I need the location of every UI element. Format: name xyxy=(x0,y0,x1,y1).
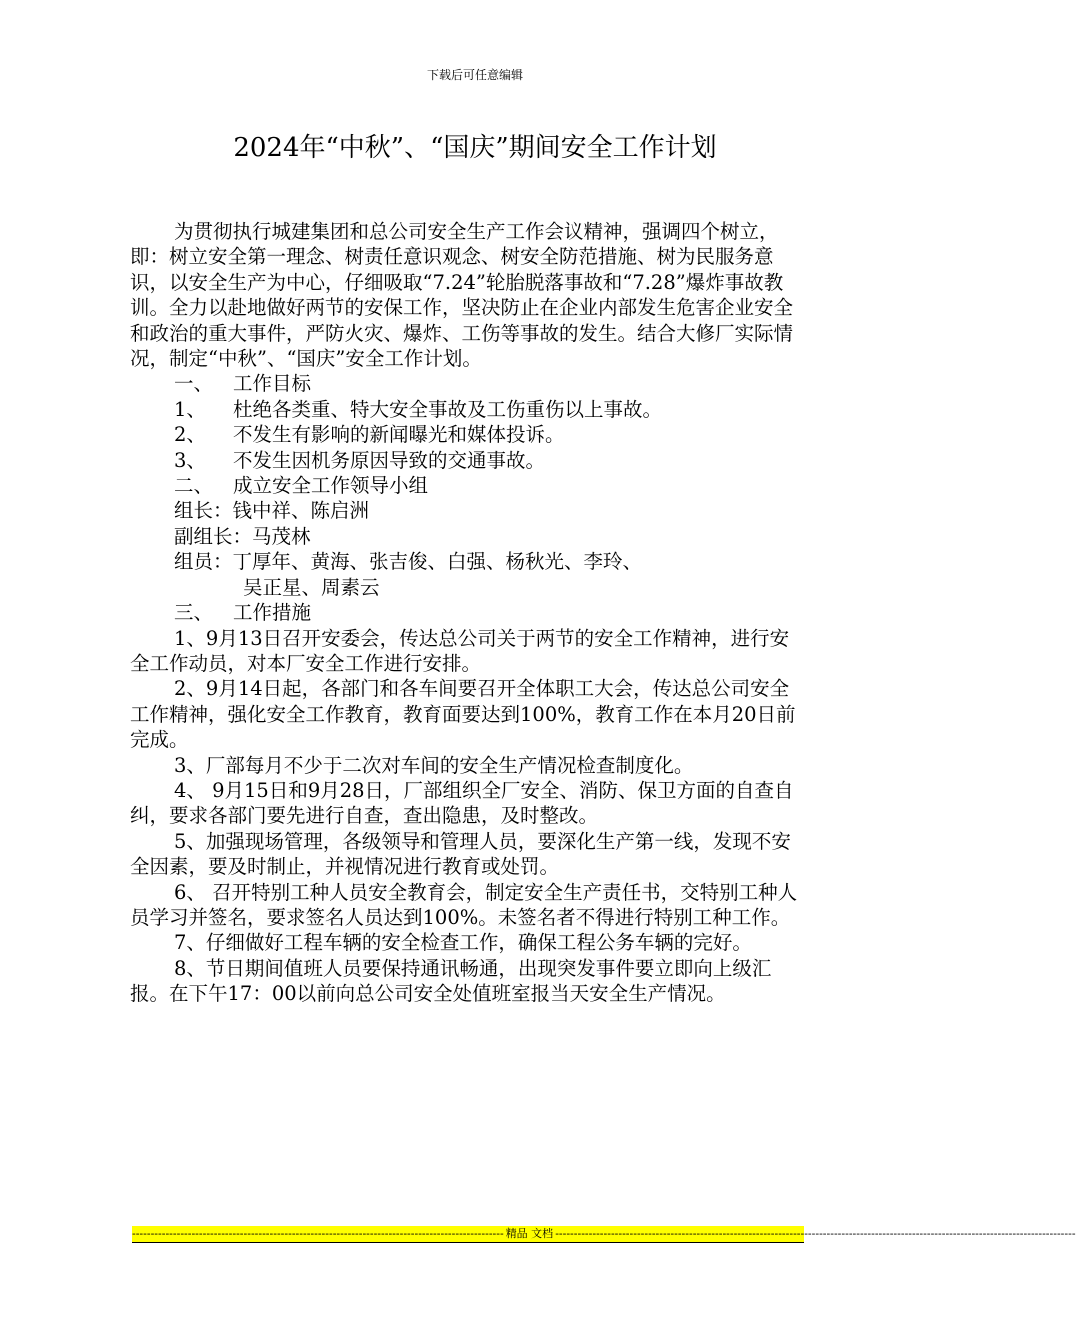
goal-text: 不发生因机务原因导致的交通事故。 xyxy=(233,448,546,472)
section-title: 工作目标 xyxy=(233,372,312,396)
footer-banner xyxy=(132,1226,1076,1243)
section-number: 三、 xyxy=(174,601,214,625)
section-heading-measures xyxy=(130,600,808,625)
footer-dashes-right: -------------------------------------------------------------------------------------------------------------------------------------------- xyxy=(555,1227,1076,1240)
section-heading-goals xyxy=(130,371,808,396)
section-heading-team xyxy=(130,473,808,498)
goal-number: 2、 xyxy=(174,423,206,447)
footer-dashes-left: ---------------------------------------------------------------------------------------------------- xyxy=(132,1227,504,1240)
section-title: 工作措施 xyxy=(233,601,312,625)
team-leader: 组长：钱中祥、陈启洲 xyxy=(174,499,370,523)
document-body xyxy=(130,219,808,1007)
measure-item: 8、节日期间值班人员要保持通讯畅通，出现突发事件要立即向上级汇报。在下午17：00以前向总公司安全处值班室报当天安全生产情况。 xyxy=(130,956,772,1006)
goal-item xyxy=(130,422,808,447)
goal-text: 杜绝各类重、特大安全事故及工伤重伤以上事故。 xyxy=(233,397,663,421)
intro-paragraph: 为贯彻执行城建集团和总公司安全生产工作会议精神，强调四个树立，即：树立安全第一理念、树责任意识观念、树安全防范措施、树为民服务意识，以安全生产为中心，仔细吸取“7.24”轮胎脱落事故和“7.28”爆炸事故教训。全力以赴地做好两节的安保工作，坚决防止在企业内部发生危害企业安全和政治的重大事件，严防火灾、爆炸、工伤等事故的发生。结合大修厂实际情况，制定“中秋”、“国庆”安全工作计划。 xyxy=(130,220,794,371)
footer-label: 精品 文档 xyxy=(505,1227,554,1240)
measure-item: 4、 9月15日和9月28日，厂部组织全厂安全、消防、保卫方面的自查自纠，要求各部门要先进行自查，查出隐患，及时整改。 xyxy=(130,778,794,828)
team-members-continued: 吴正星、周素云 xyxy=(243,575,380,599)
measure-item: 7、仔细做好工程车辆的安全检查工作，确保工程公务车辆的完好。 xyxy=(174,931,752,955)
goal-item xyxy=(130,448,808,473)
measure-item: 5、加强现场管理，各级领导和管理人员，要深化生产第一线，发现不安全因素，要及时制止，并视情况进行教育或处罚。 xyxy=(130,829,791,879)
measure-item: 1、9月13日召开安委会，传达总公司关于两节的安全工作精神，进行安全工作动员，对本厂安全工作进行安排。 xyxy=(130,626,790,675)
measure-item: 6、 召开特别工种人员安全教育会，制定安全生产责任书，交特别工种人员学习并签名，要求签名人员达到100%。未签名者不得进行特别工种工作。 xyxy=(130,880,798,929)
measure-item: 3、厂部每月不少于二次对车间的安全生产情况检查制度化。 xyxy=(174,753,694,777)
measure-item: 2、9月14日起，各部门和各车间要召开全体职工大会，传达总公司安全工作精神，强化安全工作教育，教育面要达到100%，教育工作在本月20日前完成。 xyxy=(130,677,796,752)
page-title: 2024年“中秋”、“国庆”期间安全工作计划 xyxy=(233,133,717,163)
section-number: 一、 xyxy=(174,372,214,396)
section-number: 二、 xyxy=(174,474,214,498)
goal-text: 不发生有影响的新闻曝光和媒体投诉。 xyxy=(233,423,565,447)
header-note: 下载后可任意编辑 xyxy=(426,68,523,82)
goal-number: 3、 xyxy=(174,448,206,472)
goal-number: 1、 xyxy=(174,397,206,421)
team-deputy: 副组长：马茂林 xyxy=(174,524,311,548)
section-title: 成立安全工作领导小组 xyxy=(233,474,429,498)
goal-item xyxy=(130,397,808,422)
team-members: 组员：丁厚年、黄海、张吉俊、白强、杨秋光、李玲、 xyxy=(174,550,643,574)
